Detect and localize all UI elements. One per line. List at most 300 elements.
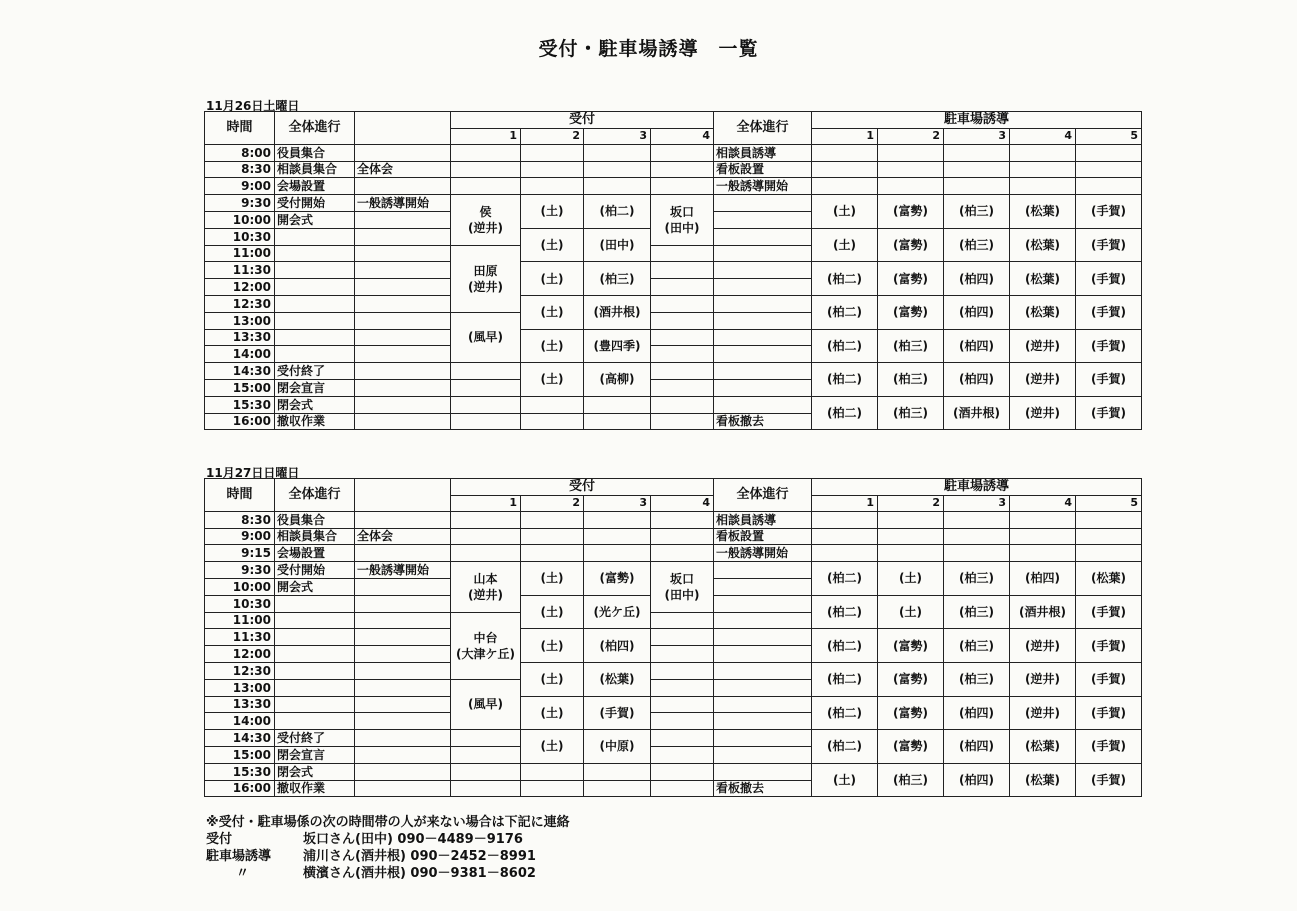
reception4-cell	[651, 763, 714, 780]
time-cell: 11:00	[205, 245, 275, 262]
reception2-cell: (土)	[521, 363, 584, 397]
note-cell	[355, 346, 451, 363]
parking-cell: (富勢)	[878, 629, 944, 663]
reception-col-number: 2	[521, 495, 584, 511]
time-cell: 13:00	[205, 312, 275, 329]
parking-cell	[878, 161, 944, 178]
reception4-cell	[651, 646, 714, 663]
parking-cell	[812, 161, 878, 178]
parking-cell	[812, 511, 878, 528]
parking-cell	[944, 178, 1010, 195]
time-cell: 9:15	[205, 545, 275, 562]
parking-cell	[1076, 178, 1142, 195]
parking-cell: (土)	[878, 562, 944, 596]
event-cell	[275, 295, 355, 312]
time-cell: 16:00	[205, 780, 275, 797]
note-cell	[355, 595, 451, 612]
parking-cell: (富勢)	[878, 662, 944, 696]
reception4-cell	[651, 279, 714, 296]
progress2-cell	[714, 730, 812, 747]
progress2-cell	[714, 396, 812, 413]
note-cell	[355, 713, 451, 730]
note-cell	[355, 679, 451, 696]
time-cell: 11:30	[205, 262, 275, 279]
reception3-cell	[584, 161, 651, 178]
progress2-cell	[714, 245, 812, 262]
progress2-cell	[714, 696, 812, 713]
reception4-cell	[651, 144, 714, 161]
reception3-cell	[584, 763, 651, 780]
parking-cell	[944, 144, 1010, 161]
time-cell: 14:00	[205, 346, 275, 363]
event-cell	[275, 679, 355, 696]
reception3-cell	[714, 746, 812, 763]
parking-cell: (柏四)	[944, 262, 1010, 296]
parking-col-number: 1	[812, 495, 878, 511]
note-cell	[355, 578, 451, 595]
parking-cell	[944, 161, 1010, 178]
parking-cell: (柏二)	[812, 295, 878, 329]
reception4-cell	[651, 780, 714, 797]
reception1-cell	[451, 161, 521, 178]
parking-cell: (柏三)	[944, 195, 1010, 229]
reception3-cell	[584, 178, 651, 195]
reception4-cell	[651, 245, 714, 262]
reception4-cell	[651, 396, 714, 413]
reception3-cell	[584, 545, 651, 562]
time-cell: 13:30	[205, 696, 275, 713]
reception2-cell	[521, 528, 584, 545]
reception3-cell: (光ケ丘)	[584, 595, 651, 629]
progress2-header: 全体進行	[714, 112, 812, 145]
reception1-cell	[451, 413, 521, 430]
reception1-cell	[451, 379, 521, 396]
reception4-cell	[651, 178, 714, 195]
event-cell: 閉会宣言	[275, 746, 355, 763]
reception4-cell	[651, 679, 714, 696]
parking-cell	[1010, 161, 1076, 178]
footer-contact-row	[206, 831, 570, 848]
parking-cell: (酒井根)	[944, 396, 1010, 430]
reception4-cell	[651, 161, 714, 178]
reception1-cell	[451, 545, 521, 562]
note-cell: 全体会	[355, 528, 451, 545]
event-cell: 受付終了	[275, 730, 355, 747]
parking-cell	[1010, 511, 1076, 528]
parking-cell: (柏二)	[812, 730, 878, 764]
note-cell	[355, 612, 451, 629]
time-cell: 11:00	[205, 612, 275, 629]
parking-cell: (富勢)	[878, 730, 944, 764]
parking-cell: (柏三)	[878, 396, 944, 430]
parking-col-number: 3	[944, 128, 1010, 144]
progress-header: 全体進行	[275, 479, 355, 512]
parking-cell: (柏三)	[944, 629, 1010, 663]
footer-contact-row	[206, 865, 570, 882]
parking-cell: (逆井)	[1010, 396, 1076, 430]
reception4-cell	[651, 662, 714, 679]
parking-cell: (土)	[812, 228, 878, 262]
parking-cell	[878, 545, 944, 562]
progress2-cell	[714, 679, 812, 696]
reception1-cell: (風早)	[451, 679, 521, 729]
event-cell	[275, 629, 355, 646]
parking-col-number: 4	[1010, 128, 1076, 144]
event-cell: 相談員集合	[275, 161, 355, 178]
event-cell: 開会式	[275, 211, 355, 228]
parking-cell: (柏四)	[944, 730, 1010, 764]
reception4-cell	[651, 696, 714, 713]
time-cell: 10:30	[205, 228, 275, 245]
reception3-cell: (田中)	[584, 228, 651, 262]
parking-cell	[878, 178, 944, 195]
note-cell	[355, 396, 451, 413]
event-cell	[275, 329, 355, 346]
parking-cell: (逆井)	[1010, 329, 1076, 363]
parking-cell	[878, 511, 944, 528]
event-cell	[275, 595, 355, 612]
reception2-cell: (土)	[521, 295, 584, 329]
progress2-cell	[714, 312, 812, 329]
progress2-cell	[714, 662, 812, 679]
reception2-cell: (土)	[521, 662, 584, 696]
parking-cell: (松葉)	[1010, 262, 1076, 296]
reception-col-number: 4	[651, 495, 714, 511]
footer-note: ※受付・駐車場係の次の時間帯の人が来ない場合は下記に連絡	[206, 815, 570, 830]
time-cell: 10:30	[205, 595, 275, 612]
progress2-cell	[714, 329, 812, 346]
reception3-cell: (柏三)	[584, 262, 651, 296]
parking-cell	[944, 545, 1010, 562]
reception4-cell	[651, 713, 714, 730]
parking-cell: (手賀)	[1076, 629, 1142, 663]
day1-schedule-table	[204, 111, 1142, 430]
reception2-cell	[521, 396, 584, 413]
time-cell: 10:00	[205, 211, 275, 228]
event-cell	[275, 346, 355, 363]
parking-cell: (土)	[878, 595, 944, 629]
note-cell	[355, 763, 451, 780]
time-cell: 11:30	[205, 629, 275, 646]
reception3-cell: (柏二)	[584, 195, 651, 229]
progress2-cell	[714, 646, 812, 663]
event-cell	[275, 262, 355, 279]
reception3-cell	[584, 528, 651, 545]
contact-role: 受付	[206, 832, 233, 847]
reception1-cell	[451, 746, 521, 763]
parking-cell: (逆井)	[1010, 363, 1076, 397]
event-cell: 閉会宣言	[275, 379, 355, 396]
parking-cell: (松葉)	[1076, 562, 1142, 596]
note-cell	[355, 730, 451, 747]
event-cell: 会場設置	[275, 545, 355, 562]
parking-cell: (富勢)	[878, 228, 944, 262]
event-cell: 会場設置	[275, 178, 355, 195]
parking-cell: (逆井)	[1010, 629, 1076, 663]
note-cell	[355, 312, 451, 329]
parking-cell: (土)	[812, 763, 878, 797]
note-cell	[355, 662, 451, 679]
reception4-cell	[651, 262, 714, 279]
parking-cell: (手賀)	[1076, 763, 1142, 797]
contact-text: 横濱さん(酒井根) 090－9381－8602	[303, 866, 536, 881]
parking-col-number: 3	[944, 495, 1010, 511]
event-cell	[275, 696, 355, 713]
parking-cell: (柏二)	[812, 562, 878, 596]
time-cell: 12:30	[205, 662, 275, 679]
notes-header	[355, 479, 451, 512]
progress2-cell: 一般誘導開始	[714, 545, 812, 562]
reception-col-number: 1	[451, 495, 521, 511]
time-cell: 9:00	[205, 528, 275, 545]
progress2-cell: 看板撤去	[714, 413, 812, 430]
parking-cell: (柏二)	[812, 363, 878, 397]
reception2-cell: (土)	[521, 595, 584, 629]
event-cell: 受付開始	[275, 195, 355, 212]
parking-col-number: 2	[878, 128, 944, 144]
contact-text: 坂口さん(田中) 090－4489－9176	[303, 832, 523, 847]
parking-cell	[1076, 528, 1142, 545]
parking-cell	[944, 528, 1010, 545]
time-cell: 14:30	[205, 363, 275, 380]
parking-cell	[812, 178, 878, 195]
progress2-cell	[714, 295, 812, 312]
note-cell	[355, 696, 451, 713]
parking-cell: (柏四)	[944, 329, 1010, 363]
reception1-cell: 田原 (逆井)	[451, 245, 521, 312]
reception4-cell	[651, 629, 714, 646]
progress2-cell	[714, 211, 812, 228]
notes-header	[355, 112, 451, 145]
note-cell	[355, 144, 451, 161]
reception1-cell	[451, 363, 521, 380]
progress2-cell	[714, 279, 812, 296]
reception4-cell	[651, 413, 714, 430]
reception2-cell	[521, 511, 584, 528]
reception2-cell	[521, 545, 584, 562]
time-cell: 12:00	[205, 279, 275, 296]
reception1-cell: 侯 (逆井)	[451, 195, 521, 245]
reception1-cell	[451, 396, 521, 413]
parking-cell: (富勢)	[878, 295, 944, 329]
reception4-cell	[651, 612, 714, 629]
time-cell: 14:30	[205, 730, 275, 747]
note-cell	[355, 245, 451, 262]
reception4-cell	[651, 295, 714, 312]
parking-cell: (富勢)	[878, 696, 944, 730]
parking-cell: (柏三)	[878, 329, 944, 363]
event-cell: 開会式	[275, 578, 355, 595]
progress2-cell: 看板設置	[714, 528, 812, 545]
parking-cell: (手賀)	[1076, 262, 1142, 296]
parking-cell: (柏二)	[812, 329, 878, 363]
parking-cell: (柏四)	[944, 363, 1010, 397]
parking-cell: (手賀)	[1076, 228, 1142, 262]
progress2-cell	[714, 713, 812, 730]
progress2-cell	[714, 578, 812, 595]
day2-schedule-table	[204, 478, 1142, 797]
reception4-cell	[651, 346, 714, 363]
parking-cell: (柏四)	[944, 696, 1010, 730]
parking-cell: (柏三)	[944, 595, 1010, 629]
reception1-cell: 中台 (大津ケ丘)	[451, 612, 521, 679]
reception1-cell	[451, 763, 521, 780]
reception3-cell: (富勢)	[584, 562, 651, 596]
time-cell: 12:30	[205, 295, 275, 312]
reception3-cell	[714, 379, 812, 396]
reception3-cell: (柏四)	[584, 629, 651, 663]
progress2-cell	[714, 562, 812, 579]
reception-col-number: 2	[521, 128, 584, 144]
parking-col-number: 5	[1076, 128, 1142, 144]
parking-cell	[812, 545, 878, 562]
reception4-cell	[651, 329, 714, 346]
reception-col-number: 3	[584, 495, 651, 511]
reception4-cell	[651, 312, 714, 329]
progress2-cell: 看板撤去	[714, 780, 812, 797]
parking-cell: (松葉)	[1010, 228, 1076, 262]
parking-cell: (柏三)	[944, 662, 1010, 696]
reception-col-number: 3	[584, 128, 651, 144]
parking-cell: (手賀)	[1076, 363, 1142, 397]
parking-cell	[812, 144, 878, 161]
time-cell: 14:00	[205, 713, 275, 730]
reception2-cell	[521, 780, 584, 797]
reception2-cell	[651, 746, 714, 763]
time-cell: 15:00	[205, 746, 275, 763]
reception2-cell	[521, 413, 584, 430]
time-header: 時間	[205, 479, 275, 512]
reception2-cell	[651, 379, 714, 396]
event-cell: 役員集合	[275, 511, 355, 528]
parking-cell	[1076, 511, 1142, 528]
parking-cell: (富勢)	[878, 195, 944, 229]
parking-cell: (柏二)	[812, 396, 878, 430]
note-cell: 全体会	[355, 161, 451, 178]
reception1-cell	[451, 144, 521, 161]
parking-cell: (柏二)	[812, 595, 878, 629]
parking-cell: (逆井)	[1010, 696, 1076, 730]
reception3-cell: (酒井根)	[584, 295, 651, 329]
parking-cell: (手賀)	[1076, 662, 1142, 696]
event-cell: 相談員集合	[275, 528, 355, 545]
event-cell	[275, 228, 355, 245]
parking-cell	[1010, 528, 1076, 545]
event-cell	[275, 279, 355, 296]
note-cell: 一般誘導開始	[355, 562, 451, 579]
reception1-cell	[451, 528, 521, 545]
note-cell	[355, 746, 451, 763]
reception4-cell	[651, 363, 714, 380]
time-header: 時間	[205, 112, 275, 145]
parking-cell: (柏四)	[1010, 562, 1076, 596]
time-cell: 10:00	[205, 578, 275, 595]
parking-cell: (手賀)	[1076, 730, 1142, 764]
time-cell: 12:00	[205, 646, 275, 663]
progress2-header: 全体進行	[714, 479, 812, 512]
event-cell: 役員集合	[275, 144, 355, 161]
reception2-cell	[521, 763, 584, 780]
reception3-cell: (中原)	[584, 730, 651, 764]
reception2-cell: (土)	[521, 696, 584, 730]
parking-cell: (柏三)	[878, 363, 944, 397]
event-cell	[275, 312, 355, 329]
parking-col-number: 4	[1010, 495, 1076, 511]
event-cell	[275, 612, 355, 629]
reception3-cell: (高柳)	[584, 363, 651, 397]
contact-role: 〃	[236, 866, 250, 881]
parking-cell: (松葉)	[1010, 730, 1076, 764]
event-cell	[275, 713, 355, 730]
progress2-cell	[714, 629, 812, 646]
progress2-cell	[714, 262, 812, 279]
reception2-cell: (土)	[521, 562, 584, 596]
event-cell: 撤収作業	[275, 413, 355, 430]
parking-cell	[1010, 178, 1076, 195]
event-cell	[275, 646, 355, 663]
parking-col-number: 2	[878, 495, 944, 511]
progress2-cell	[714, 363, 812, 380]
reception2-cell	[521, 161, 584, 178]
parking-header: 駐車場誘導	[812, 112, 1142, 129]
time-cell: 15:30	[205, 763, 275, 780]
parking-cell	[812, 528, 878, 545]
time-cell: 8:30	[205, 161, 275, 178]
parking-cell	[878, 528, 944, 545]
reception4-cell	[651, 545, 714, 562]
parking-cell: (柏二)	[812, 262, 878, 296]
parking-cell	[1010, 144, 1076, 161]
reception2-cell: (土)	[521, 228, 584, 262]
progress2-cell	[714, 763, 812, 780]
reception3-cell	[584, 413, 651, 430]
time-cell: 8:00	[205, 144, 275, 161]
progress2-cell	[714, 195, 812, 212]
footer-contact-row	[206, 848, 570, 865]
parking-cell	[878, 144, 944, 161]
reception4-cell: 坂口 (田中)	[651, 562, 714, 612]
parking-col-number: 5	[1076, 495, 1142, 511]
page-title: 受付・駐車場誘導 一覧	[538, 38, 759, 60]
reception1-cell	[451, 178, 521, 195]
parking-cell: (柏三)	[944, 228, 1010, 262]
time-cell: 15:00	[205, 379, 275, 396]
parking-cell: (柏三)	[944, 562, 1010, 596]
reception1-cell: (風早)	[451, 312, 521, 362]
time-cell: 9:30	[205, 195, 275, 212]
time-cell: 15:30	[205, 396, 275, 413]
event-cell: 受付開始	[275, 562, 355, 579]
parking-cell	[1076, 161, 1142, 178]
reception1-cell: 山本 (逆井)	[451, 562, 521, 612]
day2-label: 11月27日日曜日	[206, 466, 300, 480]
note-cell	[355, 262, 451, 279]
time-cell: 16:00	[205, 413, 275, 430]
note-cell	[355, 646, 451, 663]
parking-cell: (手賀)	[1076, 295, 1142, 329]
note-cell	[355, 363, 451, 380]
parking-header: 駐車場誘導	[812, 479, 1142, 496]
progress2-cell: 一般誘導開始	[714, 178, 812, 195]
event-cell	[275, 662, 355, 679]
note-cell	[355, 228, 451, 245]
reception3-cell	[584, 396, 651, 413]
time-cell: 8:30	[205, 511, 275, 528]
progress2-cell: 相談員誘導	[714, 144, 812, 161]
reception1-cell	[451, 730, 521, 747]
parking-cell: (松葉)	[1010, 763, 1076, 797]
parking-cell: (酒井根)	[1010, 595, 1076, 629]
